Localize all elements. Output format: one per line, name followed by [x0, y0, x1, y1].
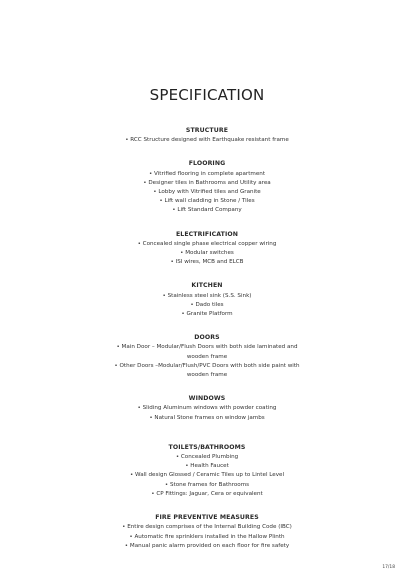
- section-heading: TOILETS/BATHROOMS: [168, 443, 246, 451]
- spec-item: • Wall design Glossed / Ceramic Tiles up to Lintel Level: [129, 472, 285, 479]
- spec-item: • CP Fittings: Jaguar, Cera or equivalent: [151, 490, 263, 497]
- spec-item: • Stainless steel sink (S.S. Sink): [162, 292, 252, 299]
- section-kitchen: [0, 281, 414, 319]
- page-number: 17/18: [382, 565, 395, 570]
- section-flooring: [0, 159, 414, 215]
- section-fire-preventive-measures: [0, 513, 414, 551]
- spec-item: • Vitrified flooring in complete apartment: [148, 170, 266, 177]
- spec-item: • ISI wires, MCB and ELCB: [170, 259, 244, 266]
- spec-item: • Entire design comprises of the Internal Building Code (IBC): [122, 524, 292, 531]
- spec-item: • Lift wall cladding in Stone / Tiles: [159, 198, 255, 205]
- spec-item: • Automatic fire sprinklers installed in the Hallow Plinth: [129, 533, 285, 540]
- section-heading: KITCHEN: [191, 282, 223, 290]
- section-windows: [0, 394, 414, 423]
- spec-item: • Concealed Plumbing: [175, 454, 239, 461]
- section-heading: WINDOWS: [188, 395, 226, 403]
- spec-item: • Stone frames for Bathrooms: [164, 481, 250, 488]
- section-heading: DOORS: [194, 334, 220, 342]
- spec-item: • Dado tiles: [190, 301, 224, 308]
- section-heading: STRUCTURE: [185, 127, 229, 134]
- section-items: [0, 170, 414, 216]
- spec-item: • Granite Platform: [181, 311, 233, 318]
- section-items: [0, 292, 414, 320]
- section-structure: [0, 126, 414, 145]
- spec-item: • Manual panic alarm provided on each floor for fire safety: [124, 542, 290, 549]
- spec-item: • Main Door – Modular/Flush Doors with both side laminated and wooden frame: [116, 344, 298, 360]
- section-doors: [0, 333, 414, 380]
- spec-item: • Other Doors –Modular/Flush/PVC Doors with both side paint with wooden frame: [114, 362, 300, 379]
- spec-item: • Concealed single phase electrical copper wiring: [137, 240, 277, 247]
- section-heading: ELECTRIFICATION: [175, 230, 239, 238]
- section-items: [0, 240, 414, 268]
- spec-item: • Lobby with Vitrified tiles and Granite: [153, 189, 261, 196]
- section-items: [0, 453, 414, 499]
- section-items: [0, 343, 414, 380]
- spec-item: • RCC Structure designed with Earthquake resistant frame: [125, 137, 289, 144]
- spec-item: • Sliding Aluminum windows with powder coating: [137, 405, 277, 412]
- spec-item: • Natural Stone frames on window jambs: [149, 414, 265, 421]
- section-toilets-bathrooms: [0, 443, 414, 499]
- section-heading: FLOORING: [188, 160, 226, 168]
- page-title: SPECIFICATION: [149, 86, 265, 104]
- spec-item: • Lift Standard Company: [172, 207, 242, 214]
- spec-item: • Health Faucet: [185, 463, 229, 470]
- section-items: [0, 404, 414, 422]
- section-electrification: [0, 230, 414, 268]
- section-items: [0, 136, 414, 145]
- section-heading: FIRE PREVENTIVE MEASURES: [155, 514, 259, 522]
- section-items: [0, 523, 414, 551]
- specification-sections: [0, 126, 414, 565]
- spec-item: • Designer tiles in Bathrooms and Utility area: [143, 179, 271, 186]
- spec-item: • Modular switches: [180, 250, 234, 257]
